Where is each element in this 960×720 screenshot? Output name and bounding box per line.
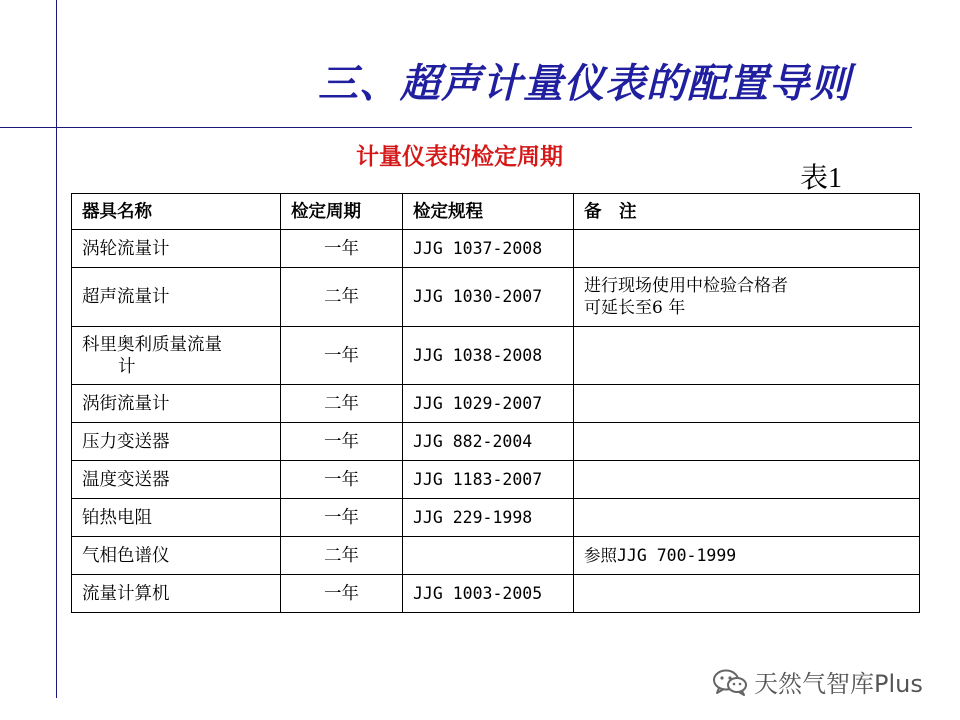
header-remarks: 备 注: [574, 194, 920, 230]
note-text: 参照JJG 700-1999: [584, 545, 737, 565]
cell-note: [574, 385, 920, 423]
table-row: [72, 327, 920, 385]
table-caption: 计量仪表的检定周期: [356, 143, 563, 170]
cell-period: 二年: [281, 268, 403, 327]
horizontal-rule: [0, 127, 912, 128]
cell-rule: JJG 1037-2008: [403, 230, 574, 268]
table-row: [72, 423, 920, 461]
cell-note: [574, 423, 920, 461]
note-line: 可延长至6 年: [584, 298, 686, 318]
cell-name: 超声流量计: [72, 268, 281, 327]
cell-note: [574, 268, 920, 327]
cell-rule: JJG 1038-2008: [403, 327, 574, 385]
cell-name: 流量计算机: [72, 575, 281, 613]
table-header-row: [72, 194, 920, 230]
watermark-text: 天然气智库Plus: [754, 670, 923, 698]
wechat-icon: [712, 668, 748, 696]
cell-rule: JJG 229-1998: [403, 499, 574, 537]
cell-name: 涡街流量计: [72, 385, 281, 423]
cell-note: [574, 230, 920, 268]
name-line: 科里奥利质量流量: [82, 334, 222, 355]
cell-period: 一年: [281, 461, 403, 499]
vertical-rule: [56, 0, 57, 698]
table-row: [72, 537, 920, 575]
cell-note: [574, 499, 920, 537]
cell-rule: JJG 1029-2007: [403, 385, 574, 423]
header-calibration-period: 检定周期: [281, 194, 403, 230]
cell-rule: JJG 882-2004: [403, 423, 574, 461]
name-line: 计: [118, 356, 136, 377]
slide-title: 三、超声计量仪表的配置导则: [318, 61, 851, 107]
cell-rule: JJG 1183-2007: [403, 461, 574, 499]
cell-rule: [403, 537, 574, 575]
cell-period: 一年: [281, 423, 403, 461]
cell-name: 压力变送器: [72, 423, 281, 461]
cell-rule: JJG 1030-2007: [403, 268, 574, 327]
cell-note: [574, 537, 920, 575]
cell-note: [574, 575, 920, 613]
header-instrument-name: 器具名称: [72, 194, 281, 230]
note-line: 进行现场使用中检验合格者: [584, 276, 788, 296]
table-row: [72, 385, 920, 423]
cell-name: 涡轮流量计: [72, 230, 281, 268]
cell-period: 一年: [281, 230, 403, 268]
cell-period: 一年: [281, 327, 403, 385]
cell-name: 铂热电阻: [72, 499, 281, 537]
cell-period: 一年: [281, 575, 403, 613]
cell-note: [574, 327, 920, 385]
table-row: [72, 230, 920, 268]
watermark: [712, 664, 923, 699]
table-row: [72, 575, 920, 613]
table-number: 表1: [800, 163, 843, 194]
cell-name: 温度变送器: [72, 461, 281, 499]
cell-period: 二年: [281, 385, 403, 423]
table-row: [72, 499, 920, 537]
cell-name: 气相色谱仪: [72, 537, 281, 575]
header-calibration-rule: 检定规程: [403, 194, 574, 230]
table-row: [72, 461, 920, 499]
cell-period: 二年: [281, 537, 403, 575]
cell-period: 一年: [281, 499, 403, 537]
cell-name: [72, 327, 281, 385]
cell-rule: JJG 1003-2005: [403, 575, 574, 613]
cell-note: [574, 461, 920, 499]
calibration-period-table: [71, 193, 920, 613]
table-row: [72, 268, 920, 327]
